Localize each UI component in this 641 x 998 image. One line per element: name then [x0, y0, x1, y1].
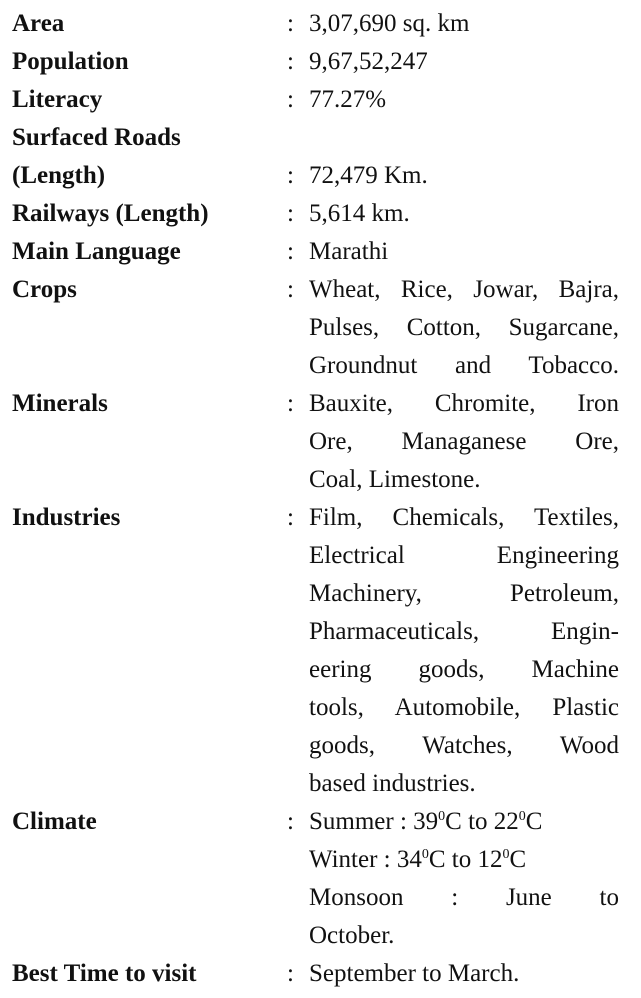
climate-monsoon-end: October. — [309, 922, 395, 949]
label-area: Area — [12, 10, 65, 37]
label-best-time: Best Time to visit — [12, 960, 197, 987]
colon: : — [287, 504, 294, 531]
label-industries: Industries — [12, 504, 121, 531]
value-railways: 5,614 km. — [309, 200, 410, 227]
row-minerals — [0, 385, 641, 493]
value-main-language: Marathi — [309, 238, 389, 265]
value-best-time: September to March. — [309, 960, 520, 987]
colon: : — [287, 86, 294, 113]
label-minerals: Minerals — [12, 390, 108, 417]
label-railways: Railways (Length) — [12, 200, 209, 227]
label-main-language: Main Language — [12, 238, 181, 265]
row-area — [0, 5, 641, 43]
colon: : — [287, 10, 294, 37]
colon: : — [287, 162, 294, 189]
value-industries: Film, Chemicals, Textiles, Electrical Engineering Machinery, Petroleum, Pharmaceuticals, Engin- eering goods, Machine tools, Automobile, Plastic goods, Watches, Wood based industries. — [309, 504, 619, 797]
colon: : — [287, 276, 294, 303]
colon: : — [287, 390, 294, 417]
label-crops: Crops — [12, 276, 77, 303]
row-best-time — [0, 955, 641, 993]
label-population: Population — [12, 48, 129, 75]
label-literacy: Literacy — [12, 86, 103, 113]
colon: : — [287, 238, 294, 265]
label-climate: Climate — [12, 808, 97, 835]
value-crops: Wheat, Rice, Jowar, Bajra, Pulses, Cotton, Sugarcane, Groundnut and Tobacco. — [309, 276, 619, 379]
row-industries — [0, 499, 641, 797]
colon: : — [287, 48, 294, 75]
row-roads-length — [0, 157, 641, 195]
value-minerals: Bauxite, Chromite, Iron Ore, Managanese Ore, Coal, Limestone. — [309, 390, 619, 493]
value-roads-length: 72,479 Km. — [309, 162, 428, 189]
row-railways — [0, 195, 641, 233]
row-crops — [0, 271, 641, 379]
climate-summer: Summer : $39^0C$ to $22^0C$ — [309, 808, 543, 835]
colon: : — [287, 808, 294, 835]
value-area: 3,07,690 sq. km — [309, 10, 470, 37]
label-surfaced-roads: Surfaced Roads — [12, 124, 181, 151]
climate-winter: Winter : $34^0C$ to $12^0C$ — [309, 846, 527, 873]
colon: : — [287, 200, 294, 227]
row-population — [0, 43, 641, 81]
label-roads-length: (Length) — [12, 162, 106, 189]
value-climate — [309, 803, 619, 955]
row-main-language — [0, 233, 641, 271]
row-literacy — [0, 81, 641, 119]
value-population: 9,67,52,247 — [309, 48, 428, 75]
row-climate — [0, 803, 641, 949]
value-literacy: 77.27% — [309, 86, 387, 113]
climate-monsoon: Monsoon : June to — [309, 884, 619, 911]
row-surfaced-roads — [0, 119, 641, 157]
colon: : — [287, 960, 294, 987]
